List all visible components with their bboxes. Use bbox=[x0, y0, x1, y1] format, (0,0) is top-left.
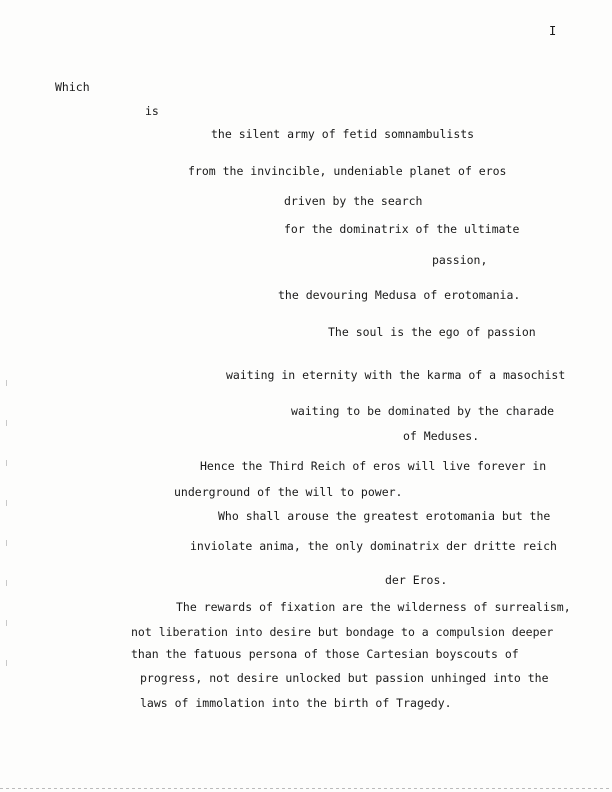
poem-line: The soul is the ego of passion bbox=[328, 325, 536, 339]
poem-line: not liberation into desire but bondage to a compulsion deeper bbox=[131, 625, 554, 639]
poem-line: der Eros. bbox=[385, 573, 448, 587]
scan-mark bbox=[6, 380, 7, 386]
poem-line: laws of immolation into the birth of Tragedy. bbox=[140, 696, 452, 710]
poem-line: driven by the search bbox=[284, 194, 423, 208]
scan-mark bbox=[6, 540, 7, 546]
poem-line: the devouring Medusa of erotomania. bbox=[278, 288, 521, 302]
poem-line: for the dominatrix of the ultimate bbox=[284, 222, 520, 236]
poem-line: The rewards of fixation are the wilderness of surrealism, bbox=[176, 600, 571, 614]
poem-line: waiting in eternity with the karma of a masochist bbox=[226, 368, 566, 382]
poem-line: Who shall arouse the greatest erotomania but the bbox=[218, 509, 551, 523]
poem-line: progress, not desire unlocked but passion unhinged into the bbox=[140, 671, 549, 685]
poem-line: from the invincible, undeniable planet of eros bbox=[188, 164, 507, 178]
scan-mark bbox=[6, 420, 7, 426]
poem-line: waiting to be dominated by the charade bbox=[291, 404, 555, 418]
poem-line: underground of the will to power. bbox=[174, 485, 403, 499]
poem-line: than the fatuous persona of those Cartesian boyscouts of bbox=[131, 647, 519, 661]
poem-line: passion, bbox=[432, 253, 488, 267]
poem-line: inviolate anima, the only dominatrix der dritte reich bbox=[190, 539, 557, 553]
poem-line: the silent army of fetid somnambulists bbox=[211, 127, 475, 141]
scan-bottom-edge bbox=[0, 788, 612, 789]
poem-line: Which bbox=[55, 80, 90, 94]
scan-mark bbox=[6, 660, 7, 666]
scan-mark bbox=[6, 500, 7, 506]
scan-mark bbox=[6, 460, 7, 466]
page-number: I bbox=[549, 24, 557, 38]
poem-line: Hence the Third Reich of eros will live forever in bbox=[200, 459, 547, 473]
poem-line: is bbox=[145, 104, 159, 118]
scan-mark bbox=[6, 580, 7, 586]
scan-mark bbox=[6, 620, 7, 626]
poem-line: of Meduses. bbox=[403, 429, 480, 443]
